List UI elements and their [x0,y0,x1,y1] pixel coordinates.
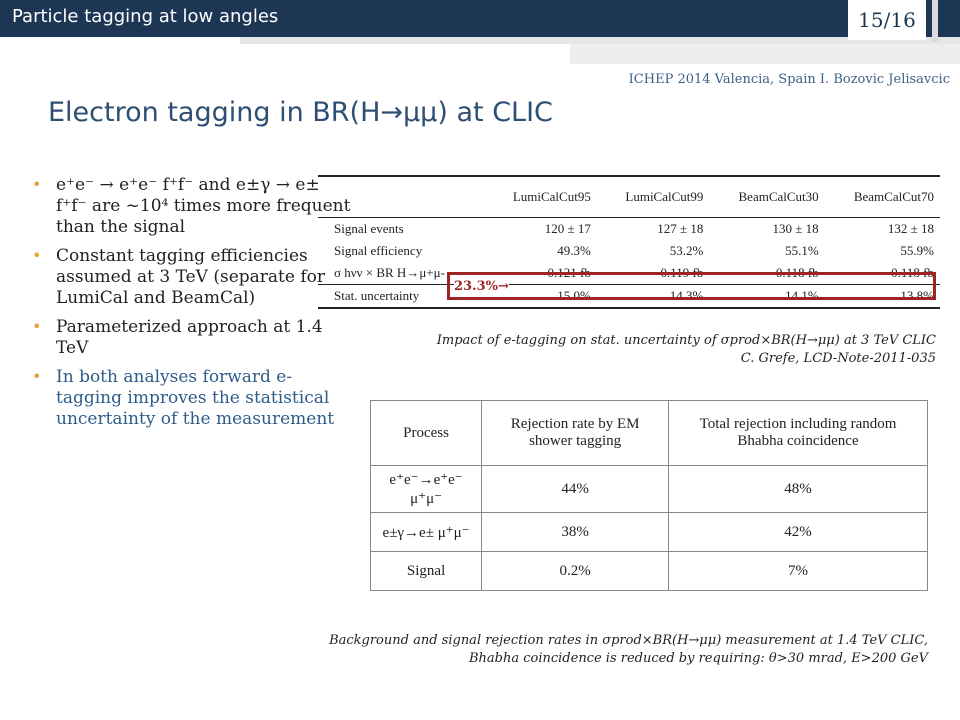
bullet-dot-icon: • [32,367,42,386]
table-row: Signal efficiency 49.3% 53.2% 55.1% 55.9% [334,243,934,258]
bullet-dot-icon: • [32,175,42,194]
highlight-label: 23.3%→ [454,279,509,294]
table-header-cell: LumiCalCut95 [484,176,597,218]
section-title: Particle tagging at low angles [2,2,288,32]
table-row: e±γ→e± μ⁺μ⁻ 38% 42% [371,513,928,552]
page-number: 15/16 [848,0,926,40]
table2-caption: Background and signal rejection rates in σprod×BR(H→μμ) measurement at 1.4 TeV CLIC, Bhabha coincidence is reduced by requiring: θ>30 mrad, E>200 GeV [329,633,928,666]
rejection-rate-table [370,400,928,591]
table-row: e⁺e⁻→e⁺e⁻ μ⁺μ⁻ 44% 48% [371,466,928,513]
bullet-item: • Constant tagging efficiencies assumed at 3 TeV (separate for LumiCal and BeamCal) [32,246,325,308]
page-number-divider [932,0,938,42]
table-row: Signal 0.2% 7% [371,552,928,591]
table-row: σ hνν × BR H→μ+μ- 0.121 fb 0.119 fb 0.118 fb 0.118 fb [334,265,934,280]
conference-credit: ICHEP 2014 Valencia, Spain I. Bozovic Jelisavcic [628,72,950,87]
table-header-cell: BeamCalCut30 [709,176,824,218]
table-header-cell: BeamCalCut70 [825,176,940,218]
table1-caption: Impact of e-tagging on stat. uncertainty of σprod×BR(H→μμ) at 3 TeV CLIC C. Grefe, LCD-Note-2011-035 [436,333,936,366]
bullet-dot-icon: • [32,317,42,336]
bullet-item-highlight: • In both analyses forward e-tagging improves the statistical uncertainty of the measurement [32,367,335,429]
slide-title: Electron tagging in BR(H→μμ) at CLIC [48,97,553,128]
table-header-cell: LumiCalCut99 [597,176,710,218]
bullet-dot-icon: • [32,246,42,265]
table-header-cell [318,176,484,218]
bullet-item: • e⁺e⁻ → e⁺e⁻ f⁺f⁻ and e±γ → e± f⁺f⁻ are ~10⁴ times more frequent than the signal [32,175,351,237]
bullet-item: • Parameterized approach at 1.4 TeV [32,317,323,358]
bullet-list [32,175,352,438]
table-row: Stat. uncertainty 15.0% 14.3% 14.1% 13.8% [318,285,940,309]
table-row: Signal events 120 ± 17 127 ± 18 130 ± 18 132 ± 18 [334,221,934,236]
table-row: Process Rejection rate by EM shower tagging Total rejection including random Bhabha coincidence [371,401,928,466]
highlight-box [447,272,936,300]
header-strip-secondary [570,44,960,64]
